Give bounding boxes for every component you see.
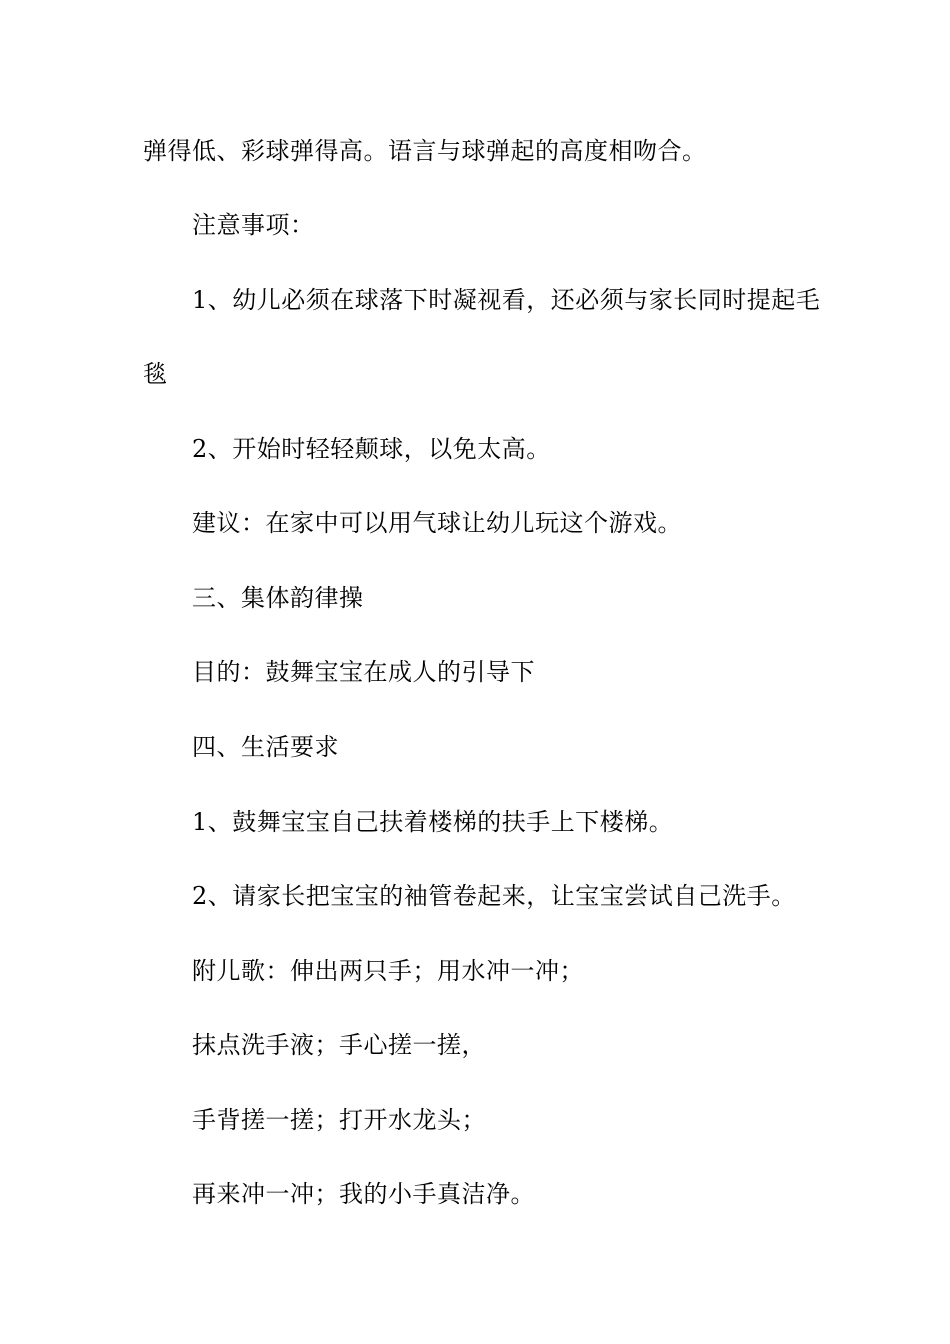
life-item-2: 2、请家长把宝宝的袖管卷起来，让宝宝尝试自己洗手。 bbox=[192, 882, 796, 910]
section-heading-3: 三、集体韵律操 bbox=[192, 584, 364, 612]
section-heading-4: 四、生活要求 bbox=[192, 733, 339, 761]
note-item-1-wrap: 毯 bbox=[143, 360, 168, 388]
notes-heading: 注意事项： bbox=[192, 211, 315, 239]
rhyme-line-4: 再来冲一冲；我的小手真洁净。 bbox=[192, 1180, 535, 1208]
rhyme-line-3: 手背搓一搓；打开水龙头； bbox=[192, 1106, 486, 1134]
note-item-2: 2、开始时轻轻颠球，以免太高。 bbox=[192, 435, 551, 463]
rhyme-line-2: 抹点洗手液；手心搓一搓， bbox=[192, 1031, 486, 1059]
purpose-text: 目的：鼓舞宝宝在成人的引导下 bbox=[192, 658, 535, 686]
paragraph-continuation: 弹得低、彩球弹得高。语言与球弹起的高度相吻合。 bbox=[143, 137, 707, 165]
life-item-1: 1、鼓舞宝宝自己扶着楼梯的扶手上下楼梯。 bbox=[192, 808, 674, 836]
note-item-1: 1、幼儿必须在球落下时凝视看，还必须与家长同时提起毛 bbox=[192, 286, 821, 314]
rhyme-line-1: 附儿歌：伸出两只手；用水冲一冲； bbox=[192, 957, 584, 985]
suggestion-text: 建议：在家中可以用气球让幼儿玩这个游戏。 bbox=[192, 509, 682, 537]
